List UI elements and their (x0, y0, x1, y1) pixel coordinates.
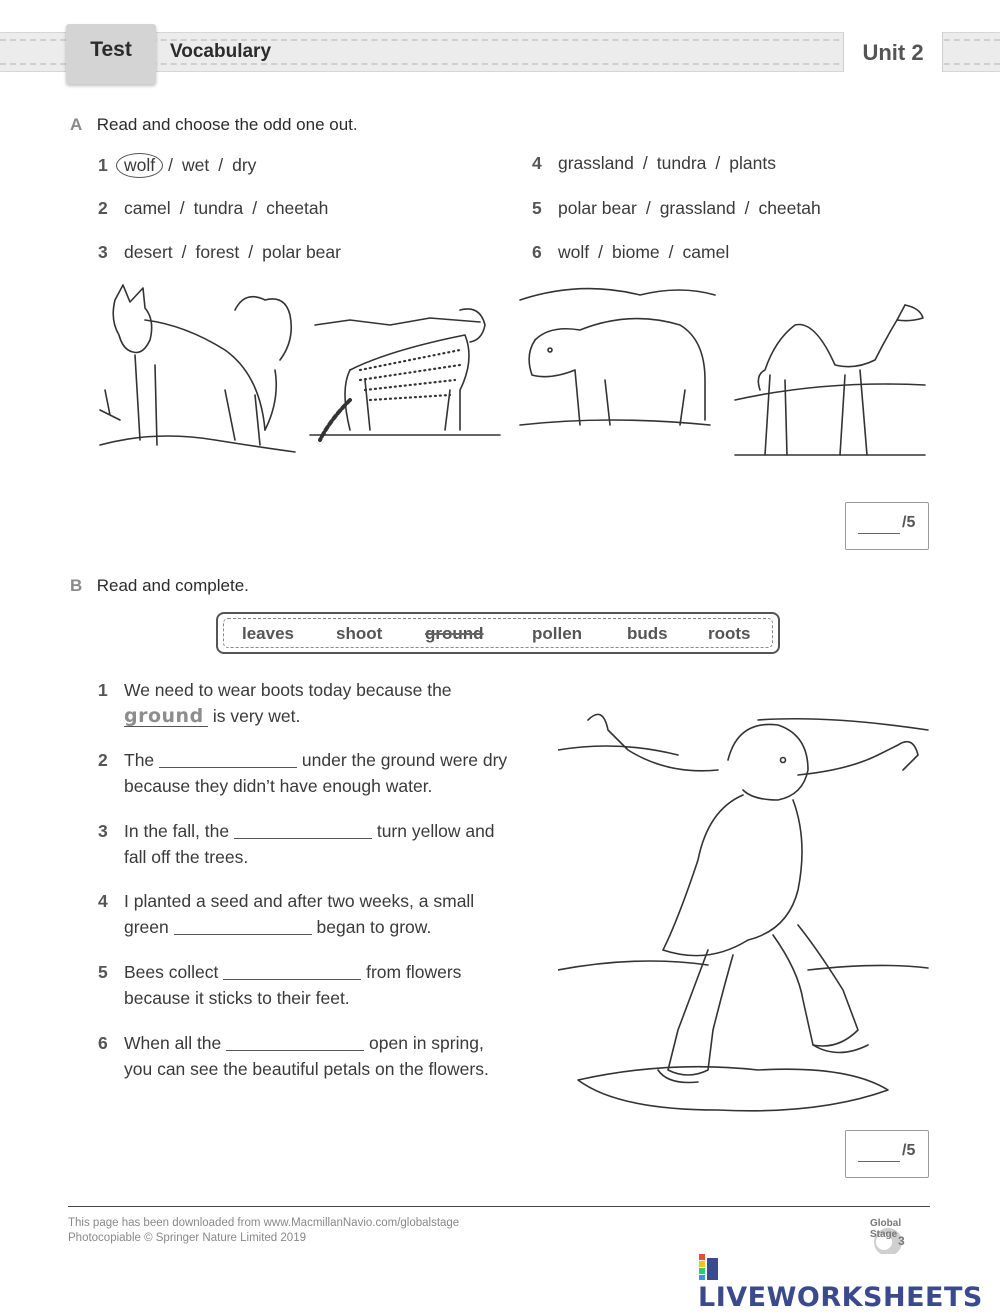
a4-word-1[interactable]: grassland (558, 153, 634, 173)
b-item-5: 5 Bees collect from flowers because it sticks to their feet. (98, 962, 462, 1008)
camel-illustration (735, 305, 925, 455)
a2-word-2[interactable]: tundra (193, 198, 244, 218)
word-bank-pollen[interactable]: pollen (532, 624, 583, 643)
a-item-2: 2 camel / tundra / cheetah (98, 198, 329, 218)
a-item-4: 4 grassland / tundra / plants (532, 153, 776, 173)
test-tab-label: Test (90, 38, 132, 61)
liveworksheets-logo-icon (698, 1253, 720, 1281)
a3-word-3[interactable]: polar bear (262, 242, 341, 262)
global-stage-logo (858, 1214, 930, 1254)
a4-word-2[interactable]: tundra (656, 153, 707, 173)
word-bank-inner (223, 618, 773, 648)
a5-word-2[interactable]: grassland (659, 198, 736, 218)
a2-word-1[interactable]: camel (124, 198, 171, 218)
liveworksheets-text: LIVEWORKSHEETS (698, 1282, 983, 1313)
polar-bear-illustration (520, 289, 715, 425)
footer-text (68, 1216, 459, 1246)
a-item-3: 3 desert / forest / polar bear (98, 242, 341, 262)
score-line (858, 1161, 900, 1162)
a3-word-2[interactable]: forest (195, 242, 240, 262)
footer-source[interactable]: This page has been downloaded from www.MacmillanNavio.com/globalstage (68, 1217, 460, 1229)
a4-word-3[interactable]: plants (729, 153, 776, 173)
test-tab (66, 24, 156, 84)
answer-field-3[interactable] (234, 820, 372, 839)
answer-field-1[interactable]: ground (124, 706, 208, 727)
word-bank-ground[interactable]: ground (425, 624, 484, 643)
a6-word-3[interactable]: camel (682, 242, 730, 262)
section-a-heading (70, 115, 358, 135)
circled-answer[interactable]: wolf (116, 153, 163, 178)
section-a-score-denominator: /5 (902, 514, 916, 531)
a3-word-1[interactable]: desert (124, 242, 173, 262)
a-item-6: 6 wolf / biome / camel (532, 242, 730, 262)
section-b-score-box[interactable] (845, 1130, 929, 1178)
liveworksheets-watermark (698, 1253, 1000, 1313)
word-bank-roots[interactable]: roots (708, 624, 751, 643)
footer-rule (68, 1206, 930, 1207)
answer-field-5[interactable] (223, 961, 361, 980)
animal-illustrations (95, 280, 930, 470)
score-line (858, 533, 900, 534)
a5-word-1[interactable]: polar bear (558, 198, 637, 218)
section-b-score-denominator: /5 (902, 1142, 916, 1159)
a1-word-2[interactable]: wet (182, 155, 210, 175)
section-b-heading (70, 576, 249, 596)
section-b-instruction: Read and complete. (96, 576, 249, 595)
a1-word-3[interactable]: dry (232, 155, 257, 175)
word-bank-buds[interactable]: buds (627, 624, 668, 643)
b-item-3: 3 In the fall, the turn yellow and fall off the trees. (98, 821, 495, 867)
section-a-letter: A (70, 115, 83, 134)
wolf-illustration (100, 285, 295, 452)
cheetah-illustration (310, 309, 500, 440)
boy-puddle-illustration (558, 700, 930, 1120)
a6-word-1[interactable]: wolf (558, 242, 590, 262)
b-item-2: 2 The under the ground were dry because they didn’t have enough water. (98, 750, 508, 796)
b-item-6: 6 When all the open in spring, you can see the beautiful petals on the flowers. (98, 1033, 489, 1079)
a2-word-3[interactable]: cheetah (266, 198, 329, 218)
b-item-1: 1 We need to wear boots today because the ground is very wet. (98, 680, 452, 727)
a5-word-3[interactable]: cheetah (758, 198, 821, 218)
word-bank-shoot[interactable]: shoot (336, 624, 383, 643)
a-item-1: 1 wolf / wet / dry (98, 153, 256, 178)
unit-label: Unit 2 (862, 40, 924, 65)
unit-box (843, 32, 943, 72)
page-title: Vocabulary (170, 41, 272, 62)
footer-copyright: Photocopiable © Springer Nature Limited 2019 (68, 1232, 306, 1244)
section-b-letter: B (70, 576, 83, 595)
word-bank-leaves[interactable]: leaves (242, 624, 294, 643)
answer-field-4[interactable] (174, 916, 312, 935)
global-stage-text: Global Stage (870, 1218, 902, 1240)
section-a-score-box[interactable] (845, 502, 929, 550)
answer-field-6[interactable] (226, 1032, 364, 1051)
b-item-4: 4 I planted a seed and after two weeks, a small green began to grow. (98, 891, 475, 937)
page-number: 3 (898, 1234, 905, 1248)
word-bank (216, 612, 780, 654)
section-a-instruction: Read and choose the odd one out. (96, 115, 358, 134)
answer-field-2[interactable] (159, 749, 297, 768)
a6-word-2[interactable]: biome (612, 242, 660, 262)
a-item-5: 5 polar bear / grassland / cheetah (532, 198, 821, 218)
